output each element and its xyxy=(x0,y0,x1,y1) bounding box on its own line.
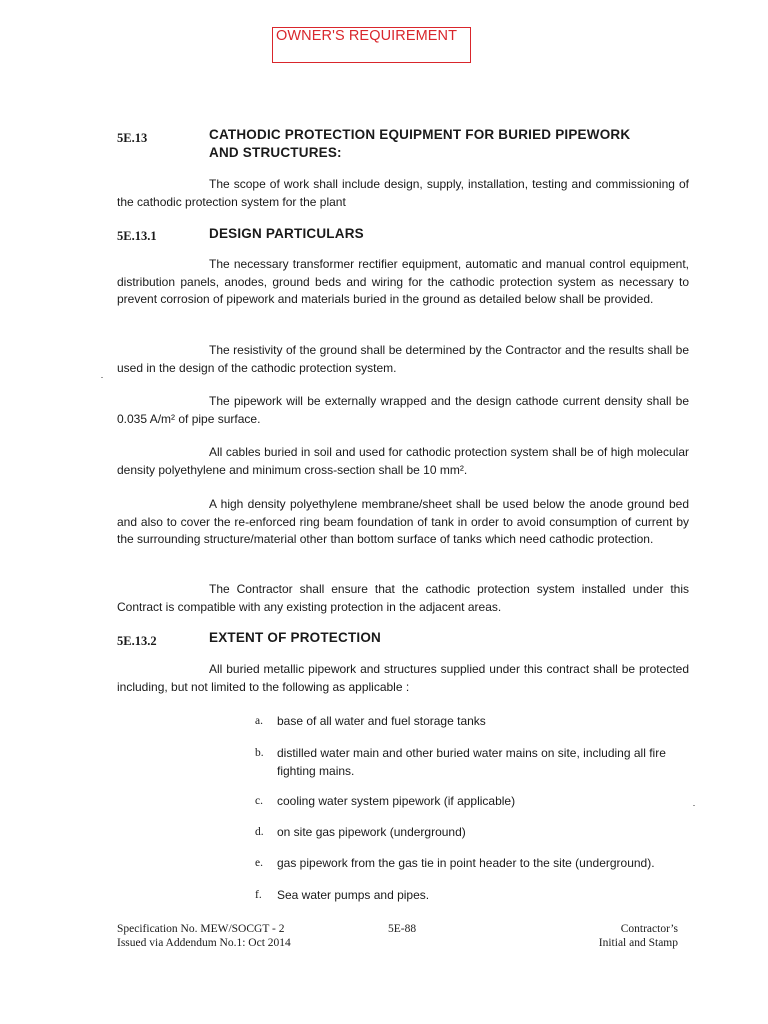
subsection-title: EXTENT OF PROTECTION xyxy=(209,630,382,645)
section-title-line2: AND STRUCTURES: xyxy=(209,145,342,160)
list-marker: b. xyxy=(255,747,264,759)
footer-spec-number: Specification No. MEW/SOCGT - 2 xyxy=(117,923,285,935)
footer-page-number: 5E-88 xyxy=(388,923,417,935)
subsection-title: DESIGN PARTICULARS xyxy=(209,226,364,241)
list-text: distilled water main and other buried water mains on site, including all fire fighting mains. xyxy=(277,746,666,778)
footer-initial-stamp: Initial and Stamp xyxy=(598,937,678,949)
paragraph: The resistivity of the ground shall be determined by the Contractor and the results shall be used in the design of the cathodic protection system. xyxy=(117,343,689,375)
scan-speck xyxy=(693,805,695,806)
paragraph: The pipework will be externally wrapped and the design cathode current density shall be 0.035 A/m² of pipe surface. xyxy=(117,394,689,426)
list-marker: a. xyxy=(255,715,263,727)
paragraph: A high density polyethylene membrane/sheet shall be used below the anode ground bed and also to cover the re-enforced ring beam foundation of tank in order to avoid consumption of current by the surrounding structure/material other than bottom surface of tanks which need cathodic protection. xyxy=(117,497,689,546)
list-text: on site gas pipework (underground) xyxy=(277,825,466,839)
paragraph: The Contractor shall ensure that the cathodic protection system installed under this Contract is compatible with any existing protection in the adjacent areas. xyxy=(117,582,689,614)
owners-requirement-stamp xyxy=(272,27,471,63)
paragraph: All buried metallic pipework and structures supplied under this contract shall be protected including, but not limited to the following as applicable : xyxy=(117,662,689,694)
list-marker: d. xyxy=(255,826,264,838)
footer-contractor: Contractor’s xyxy=(620,923,678,935)
section-intro: The scope of work shall include design, supply, installation, testing and commissioning of the cathodic protection system for the plant xyxy=(117,177,689,209)
list-marker: e. xyxy=(255,857,263,869)
subsection-number: 5E.13.1 xyxy=(117,229,157,243)
list-text: cooling water system pipework (if applicable) xyxy=(277,794,516,808)
paragraph: The necessary transformer rectifier equipment, automatic and manual control equipment, distribution panels, anodes, ground beds and wiring for the cathodic protection system as necessary to prevent corrosion of pipework and materials buried in the ground as detailed below shall be provided. xyxy=(117,257,689,306)
list-text: gas pipework from the gas tie in point header to the site (underground). xyxy=(277,856,655,870)
list-marker: c. xyxy=(255,795,263,807)
list-text: base of all water and fuel storage tanks xyxy=(277,714,486,728)
list-marker: f. xyxy=(255,889,262,901)
subsection-number: 5E.13.2 xyxy=(117,634,157,648)
section-title-line1: CATHODIC PROTECTION EQUIPMENT FOR BURIED PIPEWORK xyxy=(209,127,631,142)
section-number: 5E.13 xyxy=(117,131,148,145)
footer-issued: Issued via Addendum No.1: Oct 2014 xyxy=(117,937,291,949)
paragraph: All cables buried in soil and used for cathodic protection system shall be of high molecular density polyethylene and minimum cross-section shall be 10 mm². xyxy=(117,445,689,477)
stamp-text: OWNER'S REQUIREMENT xyxy=(276,28,458,44)
list-text: Sea water pumps and pipes. xyxy=(277,888,430,902)
scan-speck xyxy=(101,377,103,378)
